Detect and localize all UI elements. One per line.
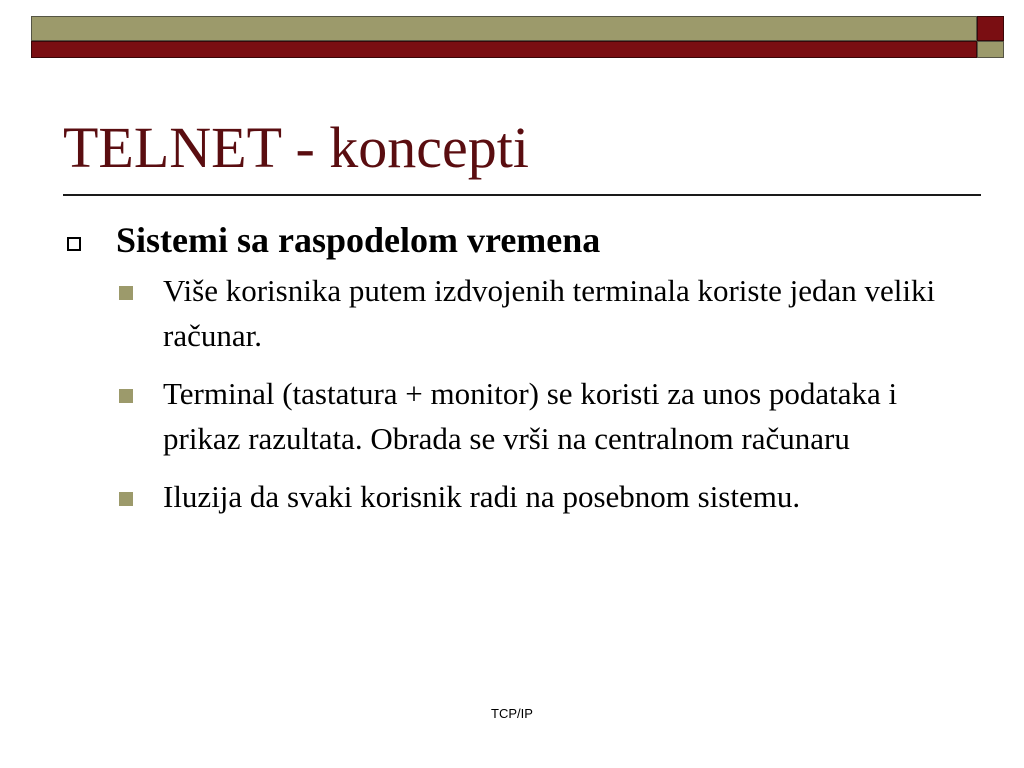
- olive-square-bullet-icon: [119, 286, 133, 300]
- sub-bullet-text: Terminal (tastatura + monitor) se koristi za unos podataka i prikaz razultata. Obrada se vrši na centralnom računaru: [163, 376, 898, 456]
- slide-title: TELNET - koncepti: [63, 115, 530, 180]
- header-olive-square: [977, 41, 1004, 58]
- bullet-level1: [63, 214, 973, 266]
- sub-bullet: [63, 474, 973, 519]
- slide-footer: TCP/IP: [491, 706, 533, 721]
- header-red-bar: [31, 41, 977, 58]
- sub-bullet: [63, 371, 973, 461]
- header-red-square: [977, 16, 1004, 41]
- sub-bullet-text: Više korisnika putem izdvojenih terminala koriste jedan veliki računar.: [163, 273, 936, 353]
- sub-bullet-list: [63, 268, 973, 519]
- bullet-level1-text: Sistemi sa raspodelom vremena: [116, 220, 601, 260]
- olive-square-bullet-icon: [119, 389, 133, 403]
- olive-square-bullet-icon: [119, 492, 133, 506]
- header-olive-bar: [31, 16, 977, 41]
- slide-content: [63, 214, 973, 532]
- hollow-square-bullet-icon: [67, 237, 81, 251]
- sub-bullet-text: Iluzija da svaki korisnik radi na posebnom sistemu.: [163, 479, 801, 514]
- title-divider: [63, 194, 981, 196]
- sub-bullet: [63, 268, 973, 358]
